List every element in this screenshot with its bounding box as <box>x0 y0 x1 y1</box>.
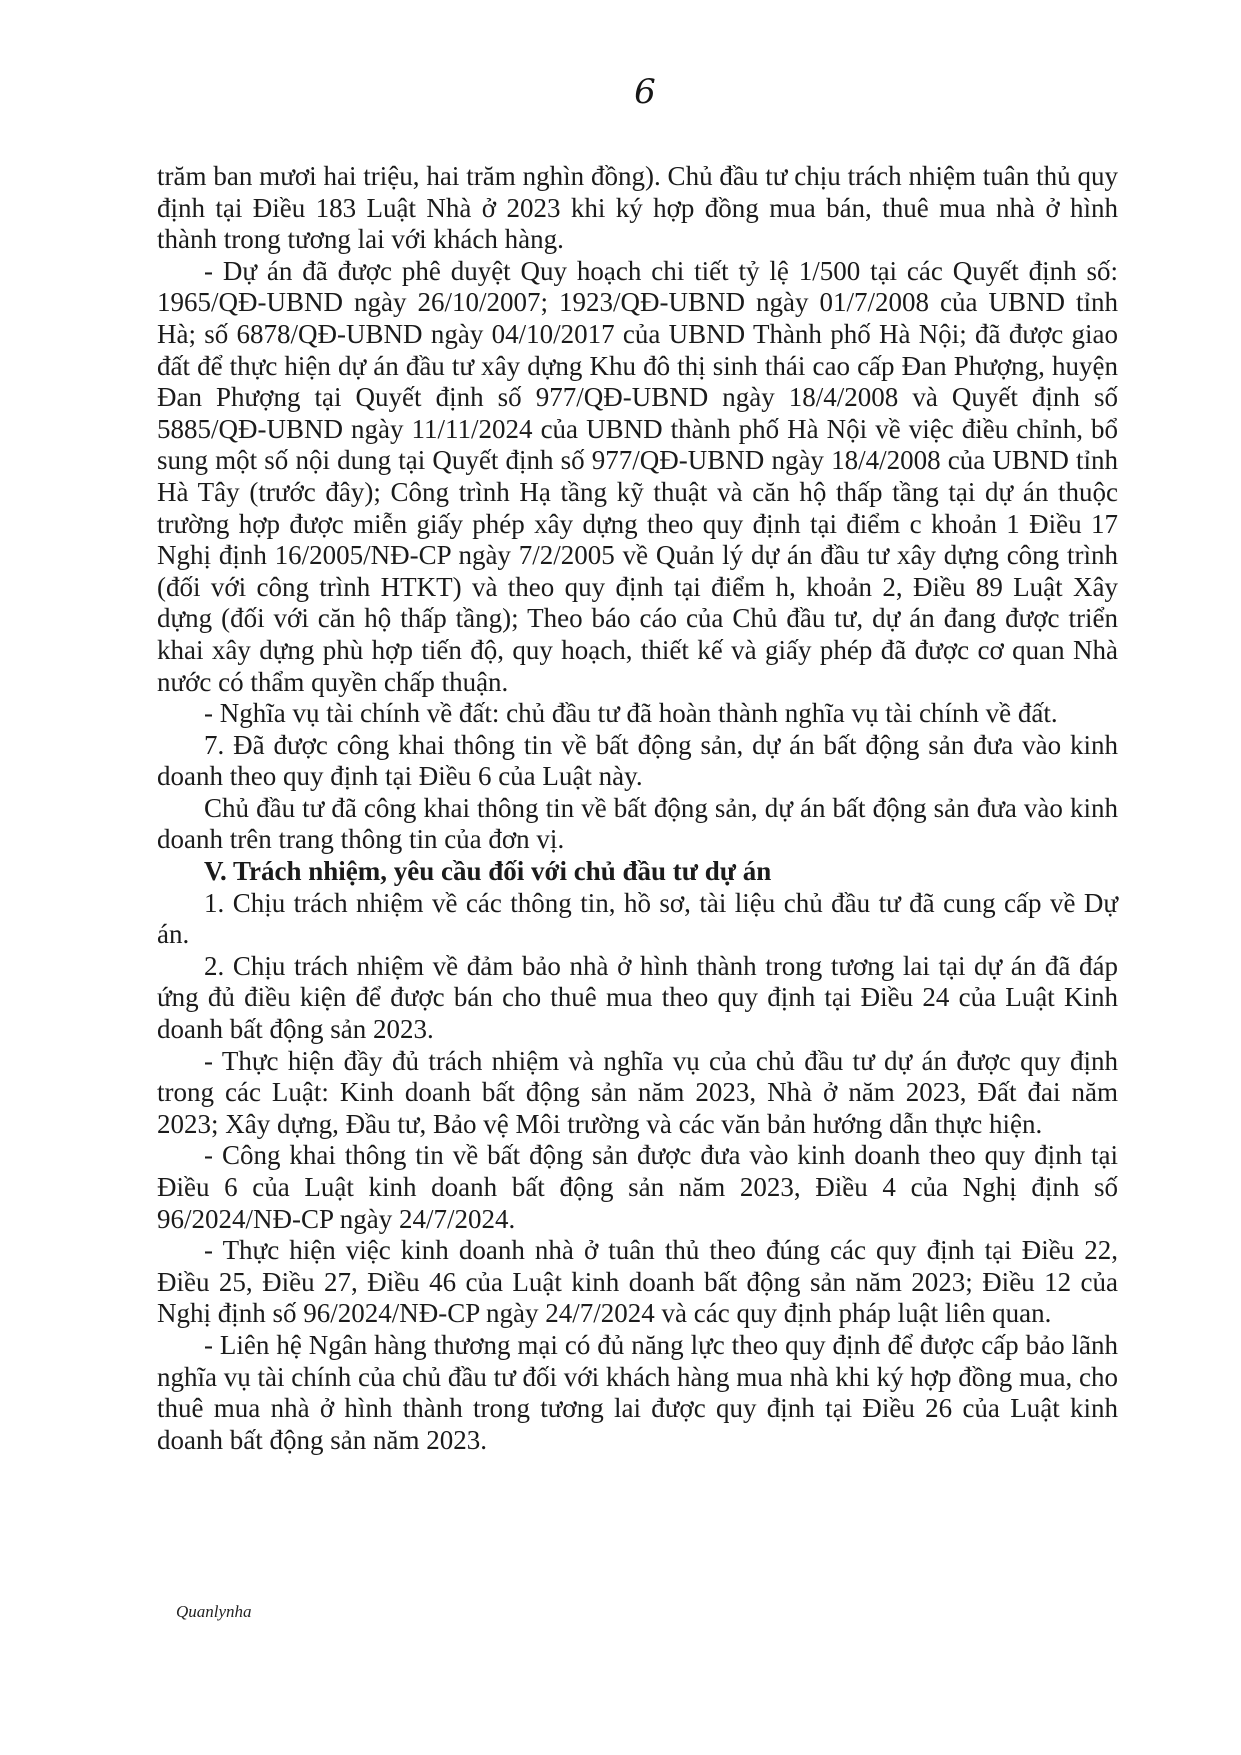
paragraph-public-info: - Công khai thông tin về bất động sản được đưa vào kinh doanh theo quy định tại Điều 6 của Luật kinh doanh bất động sản năm 2023, Điều 4 của Nghị định số 96/2024/NĐ-CP ngày 24/7/2024. <box>157 1140 1118 1234</box>
section-heading-v: V. Trách nhiệm, yêu cầu đối với chủ đầu tư dự án <box>204 856 772 887</box>
paragraph-business-compliance: - Thực hiện việc kinh doanh nhà ở tuân thủ theo đúng các quy định tại Điều 22, Điều 25, Điều 27, Điều 46 của Luật kinh doanh bất động sản năm 2023; Điều 12 của Nghị định số 96/2024/NĐ-CP ngày 24/7/2024 và các quy định pháp luật liên quan. <box>157 1235 1118 1329</box>
paragraph-continuation: trăm ban mươi hai triệu, hai trăm nghìn đồng). Chủ đầu tư chịu trách nhiệm tuân thủ quy định tại Điều 183 Luật Nhà ở 2023 khi ký hợp đồng mua bán, thuê mua nhà ở hình thành trong tương lai với khách hàng. <box>157 161 1118 255</box>
paragraph-item-1: 1. Chịu trách nhiệm về các thông tin, hồ sơ, tài liệu chủ đầu tư đã cung cấp về Dự án. <box>157 887 1118 950</box>
paragraph-project-approval: - Dự án đã được phê duyệt Quy hoạch chi tiết tỷ lệ 1/500 tại các Quyết định số: 1965/QĐ-UBND ngày 26/10/2007; 1923/QĐ-UBND ngày 01/7/2008 của UBND tỉnh Hà; số 6878/QĐ-UBND ngày 04/10/2017 của UBND Thành phố Hà Nội; đã được giao đất để thực hiện dự án đầu tư xây dựng Khu đô thị sinh thái cao cấp Đan Phượng, huyện Đan Phượng tại Quyết định số 977/QĐ-UBND ngày 18/4/2008 và Quyết định số 5885/QĐ-UBND ngày 11/11/2024 của UBND thành phố Hà Nội về việc điều chỉnh, bổ sung một số nội dung tại Quyết định số 977/QĐ-UBND ngày 18/4/2008 của UBND tỉnh Hà Tây (trước đây); Công trình Hạ tầng kỹ thuật và căn hộ thấp tầng tại dự án thuộc trường hợp được miễn giấy phép xây dựng theo quy định tại điểm c khoản 1 Điều 17 Nghị định 16/2005/NĐ-CP ngày 7/2/2005 về Quản lý dự án đầu tư xây dựng công trình (đối với công trình HTKT) và theo quy định tại điểm h, khoản 2, Điều 89 Luật Xây dựng (đối với căn hộ thấp tầng); Theo báo cáo của Chủ đầu tư, dự án đang được triển khai xây dựng phù hợp tiến độ, quy hoạch, thiết kế và giấy phép đã được cơ quan Nhà nước có thẩm quyền chấp thuận. <box>157 255 1118 697</box>
paragraph-responsibility-laws: - Thực hiện đầy đủ trách nhiệm và nghĩa vụ của chủ đầu tư dự án được quy định trong các Luật: Kinh doanh bất động sản năm 2023, Nhà ở năm 2023, Đất đai năm 2023; Xây dựng, Đầu tư, Bảo vệ Môi trường và các văn bản hướng dẫn thực hiện. <box>157 1045 1118 1139</box>
document-body <box>157 161 1118 1456</box>
paragraph-item-2: 2. Chịu trách nhiệm về đảm bảo nhà ở hình thành trong tương lai tại dự án đã đáp ứng đủ điều kiện để được bán cho thuê mua theo quy định tại Điều 24 của Luật Kinh doanh bất động sản 2023. <box>157 950 1118 1045</box>
footer-note: Quanlynha <box>176 1602 252 1621</box>
paragraph-disclosure: Chủ đầu tư đã công khai thông tin về bất động sản, dự án bất động sản đưa vào kinh doanh trên trang thông tin của đơn vị. <box>157 792 1118 855</box>
paragraph-land-finance: - Nghĩa vụ tài chính về đất: chủ đầu tư đã hoàn thành nghĩa vụ tài chính về đất. <box>204 698 1058 729</box>
paragraph-bank-guarantee: - Liên hệ Ngân hàng thương mại có đủ năng lực theo quy định để được cấp bảo lãnh nghĩa vụ tài chính của chủ đầu tư đối với khách hàng mua nhà khi ký hợp đồng mua, cho thuê mua nhà ở hình thành trong tương lai được quy định tại Điều 26 của Luật kinh doanh bất động sản năm 2023. <box>157 1329 1118 1455</box>
page-number: 6 <box>634 72 656 112</box>
paragraph-item-7: 7. Đã được công khai thông tin về bất động sản, dự án bất động sản đưa vào kinh doanh theo quy định tại Điều 6 của Luật này. <box>157 729 1118 792</box>
